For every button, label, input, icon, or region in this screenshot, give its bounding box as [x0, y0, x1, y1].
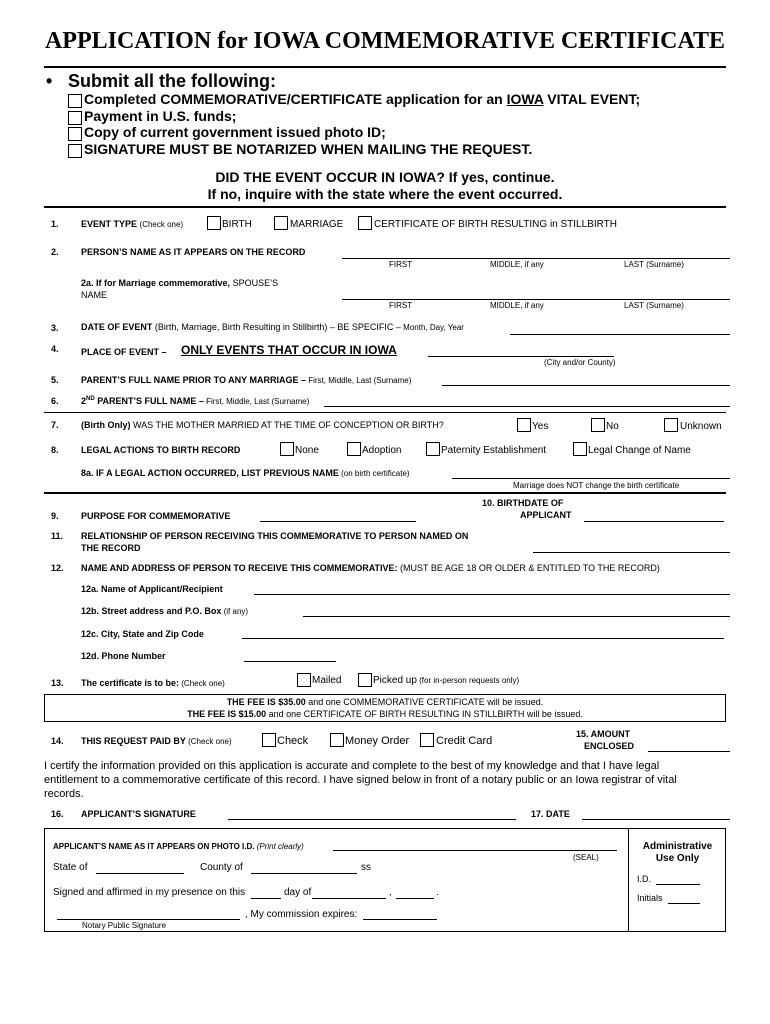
- person-last-caption: LAST (Surname): [624, 260, 684, 269]
- paid-by-label: THIS REQUEST PAID BY (Check one): [81, 736, 232, 746]
- spouse-middle-caption: MIDDLE, if any: [490, 301, 544, 310]
- date-of-event-field[interactable]: [510, 334, 730, 335]
- seal-label: (SEAL): [573, 853, 599, 862]
- delivery-mailed-label: Mailed: [312, 675, 342, 686]
- place-of-event-label: PLACE OF EVENT –: [81, 347, 167, 357]
- applicant-signature-field[interactable]: [228, 819, 516, 820]
- spouse-first-caption: FIRST: [389, 301, 413, 310]
- relationship-label-line1: RELATIONSHIP OF PERSON RECEIVING THIS COMMEMORATIVE TO PERSON NAMED ON: [81, 531, 469, 541]
- delivery-pickup-label: Picked up (for in-person requests only): [373, 675, 520, 686]
- date-label: 17. DATE: [531, 809, 570, 819]
- item-1-number: 1.: [51, 219, 59, 229]
- spouse-last-caption: LAST (Surname): [624, 301, 684, 310]
- place-of-event-emphasis: ONLY EVENTS THAT OCCUR IN IOWA: [181, 343, 397, 357]
- event-type-label: EVENT TYPE (Check one): [81, 219, 184, 229]
- item-11-number: 11.: [51, 531, 64, 541]
- submit-checkbox-notarized[interactable]: [68, 144, 82, 158]
- item-16-number: 16.: [51, 809, 64, 819]
- mother-married-unknown-checkbox[interactable]: [664, 418, 678, 432]
- title-rule: [44, 66, 726, 68]
- signed-day-field[interactable]: [251, 898, 281, 899]
- delivery-pickup-checkbox[interactable]: [358, 673, 372, 687]
- mother-married-label: (Birth Only) WAS THE MOTHER MARRIED AT THE TIME OF CONCEPTION OR BIRTH?: [81, 420, 444, 430]
- spouse-name-label-line2: NAME: [81, 290, 108, 300]
- legal-adoption-checkbox[interactable]: [347, 442, 361, 456]
- city-county-caption: (City and/or County): [544, 358, 616, 367]
- marriage-note: Marriage does NOT change the birth certificate: [513, 481, 680, 490]
- item-7-number: 7.: [51, 420, 59, 430]
- city-state-zip-label: 12c. City, State and Zip Code: [81, 629, 204, 639]
- mother-married-unknown-label: Unknown: [680, 421, 722, 432]
- item-4-number: 4.: [51, 344, 59, 354]
- admin-title-line1: Administrative: [642, 841, 713, 852]
- submit-checkbox-photo-id[interactable]: [68, 127, 82, 141]
- street-address-field[interactable]: [303, 616, 730, 617]
- event-type-marriage-label: MARRIAGE: [290, 219, 344, 230]
- item-8-number: 8.: [51, 445, 59, 455]
- fee-line-stillbirth: THE FEE IS $15.00 and one CERTIFICATE OF BIRTH RESULTING IN STILLBIRTH will be issued.: [187, 709, 583, 719]
- notary-signature-field[interactable]: [57, 919, 240, 920]
- previous-name-field[interactable]: [452, 478, 730, 479]
- amount-field[interactable]: [648, 751, 730, 752]
- admin-initials-field[interactable]: [668, 903, 700, 904]
- iowa-underline: IOWA: [506, 91, 544, 107]
- paid-check-label: Check: [277, 735, 309, 747]
- legal-name-change-checkbox[interactable]: [573, 442, 587, 456]
- phone-field[interactable]: [244, 661, 336, 662]
- person-name-field[interactable]: [342, 258, 730, 259]
- item-14-number: 14.: [51, 736, 64, 746]
- section-rule-top: [44, 206, 726, 208]
- state-of-label: State of: [53, 862, 88, 873]
- question-line1: DID THE EVENT OCCUR IN IOWA? If yes, continue.: [215, 169, 555, 185]
- person-middle-caption: MIDDLE, if any: [490, 260, 544, 269]
- divider-before-7: [44, 412, 726, 413]
- spouse-name-label: 2a. If for Marriage commemorative, SPOUSE’S: [81, 278, 279, 288]
- item-5-number: 5.: [51, 375, 59, 385]
- signed-comma: ,: [389, 887, 392, 898]
- admin-initials-label: Initials: [637, 893, 663, 903]
- recipient-section-label: NAME AND ADDRESS OF PERSON TO RECEIVE THIS COMMEMORATIVE: (MUST BE AGE 18 OR OLDER & ENTITLED TO THE RECORD): [81, 563, 660, 573]
- recipient-name-label: 12a. Name of Applicant/Recipient: [81, 584, 223, 594]
- photo-id-name-label: APPLICANT’S NAME AS IT APPEARS ON PHOTO I.D. (Print clearly): [53, 842, 304, 851]
- paid-credit-card-label: Credit Card: [436, 735, 493, 747]
- divider-before-9: [44, 492, 726, 494]
- relationship-label-line2: THE RECORD: [81, 543, 141, 553]
- parent1-name-field[interactable]: [442, 385, 730, 386]
- person-first-caption: FIRST: [389, 260, 413, 269]
- legal-name-change-label: Legal Change of Name: [588, 445, 691, 456]
- question-line2: If no, inquire with the state where the event occurred.: [207, 186, 563, 202]
- birthdate-label-line1: 10. BIRTHDATE OF: [482, 498, 564, 508]
- purpose-label: PURPOSE FOR COMMEMORATIVE: [81, 511, 231, 521]
- birthdate-field[interactable]: [584, 521, 724, 522]
- event-type-birth-checkbox[interactable]: [207, 216, 221, 230]
- date-of-event-label: DATE OF EVENT (Birth, Marriage, Birth Resulting in Stillbirth) – BE SPECIFIC – Month, Day, Year: [81, 322, 464, 332]
- certify-line-3: records.: [44, 788, 84, 800]
- legal-paternity-checkbox[interactable]: [426, 442, 440, 456]
- notary-signature-caption: Notary Public Signature: [82, 921, 167, 930]
- legal-actions-label: LEGAL ACTIONS TO BIRTH RECORD: [81, 445, 241, 455]
- date-field[interactable]: [582, 819, 730, 820]
- event-type-birth-label: BIRTH: [222, 219, 252, 230]
- parent1-name-label: PARENT’S FULL NAME PRIOR TO ANY MARRIAGE – First, Middle, Last (Surname): [81, 375, 412, 385]
- spouse-name-field[interactable]: [342, 299, 730, 300]
- person-name-label: PERSON’S NAME AS IT APPEARS ON THE RECORD: [81, 247, 306, 257]
- parent2-name-field[interactable]: [324, 406, 730, 407]
- signed-year-field[interactable]: [396, 898, 434, 899]
- event-type-stillbirth-label: CERTIFICATE OF BIRTH RESULTING in STILLBIRTH: [374, 219, 618, 230]
- place-of-event-field[interactable]: [428, 356, 614, 357]
- paid-money-order-label: Money Order: [345, 735, 410, 747]
- signed-period: .: [436, 887, 439, 898]
- commission-expires-label: , My commission expires:: [245, 909, 358, 920]
- signed-month-field[interactable]: [312, 898, 386, 899]
- birthdate-label-line2: APPLICANT: [520, 510, 572, 520]
- paid-money-order-checkbox[interactable]: [330, 733, 344, 747]
- certify-line-1: I certify the information provided on this application is accurate and complete to the best of my knowledge and that I have legal: [44, 760, 660, 772]
- submit-checkbox-payment[interactable]: [68, 111, 82, 125]
- purpose-field[interactable]: [260, 521, 416, 522]
- fee-line-commemorative: THE FEE IS $35.00 and one COMMEMORATIVE CERTIFICATE will be issued.: [226, 697, 544, 707]
- commission-expires-field[interactable]: [363, 919, 437, 920]
- mother-married-yes-checkbox[interactable]: [517, 418, 531, 432]
- ss-label: ss: [361, 862, 371, 873]
- mother-married-no-label: No: [606, 421, 619, 432]
- item-12-number: 12.: [51, 563, 64, 573]
- city-state-zip-field[interactable]: [242, 638, 724, 639]
- item-9-number: 9.: [51, 511, 59, 521]
- amount-label-line1: 15. AMOUNT: [576, 729, 631, 739]
- parent2-name-label: 2ND PARENT’S FULL NAME – First, Middle, Last (Surname): [81, 396, 310, 406]
- legal-none-checkbox[interactable]: [280, 442, 294, 456]
- phone-label: 12d. Phone Number: [81, 651, 166, 661]
- submit-item-notarized: SIGNATURE MUST BE NOTARIZED WHEN MAILING THE REQUEST.: [84, 141, 533, 157]
- county-of-field[interactable]: [251, 873, 357, 874]
- county-of-label: County of: [200, 862, 243, 873]
- item-3-number: 3.: [51, 323, 59, 333]
- amount-label-line2: ENCLOSED: [584, 741, 635, 751]
- admin-title-line2: Use Only: [655, 853, 700, 864]
- day-of-label: day of: [284, 887, 312, 898]
- state-of-field[interactable]: [96, 873, 184, 874]
- relationship-field[interactable]: [533, 552, 730, 553]
- paid-credit-card-checkbox[interactable]: [420, 733, 434, 747]
- legal-none-label: None: [295, 445, 319, 456]
- certify-line-2: entitlement to a commemorative certificate of this record. I have signed below in front of a notary public or an Iowa registrar of vital: [44, 774, 677, 786]
- page-title: APPLICATION for IOWA COMMEMORATIVE CERTIFICATE: [44, 28, 726, 54]
- delivery-label: The certificate is to be: (Check one): [81, 678, 225, 688]
- submit-bullet: •: [46, 71, 53, 91]
- mother-married-yes-label: Yes: [532, 421, 549, 432]
- signed-affirmed-label: Signed and affirmed in my presence on this: [53, 887, 246, 898]
- delivery-mailed-checkbox[interactable]: [297, 673, 311, 687]
- submit-heading: Submit all the following:: [68, 71, 276, 91]
- item-2-number: 2.: [51, 247, 59, 257]
- event-type-marriage-checkbox[interactable]: [274, 216, 288, 230]
- item-13-number: 13.: [51, 678, 64, 688]
- mother-married-no-checkbox[interactable]: [591, 418, 605, 432]
- admin-id-label: I.D.: [637, 874, 652, 884]
- admin-id-field[interactable]: [656, 884, 700, 885]
- previous-name-label: 8a. IF A LEGAL ACTION OCCURRED, LIST PREVIOUS NAME (on birth certificate): [81, 468, 410, 478]
- event-type-stillbirth-checkbox[interactable]: [358, 216, 372, 230]
- recipient-name-field[interactable]: [254, 594, 730, 595]
- item-6-number: 6.: [51, 396, 59, 406]
- submit-checkbox-application[interactable]: [68, 94, 82, 108]
- submit-item-photo-id: Copy of current government issued photo ID;: [84, 124, 386, 140]
- street-address-label: 12b. Street address and P.O. Box (if any): [81, 606, 249, 616]
- legal-paternity-label: Paternity Establishment: [441, 445, 547, 456]
- paid-check-checkbox[interactable]: [262, 733, 276, 747]
- legal-adoption-label: Adoption: [362, 445, 402, 456]
- applicant-signature-label: APPLICANT’S SIGNATURE: [81, 809, 196, 819]
- submit-item-payment: Payment in U.S. funds;: [84, 108, 237, 124]
- submit-item-application: Completed COMMEMORATIVE/CERTIFICATE application for an IOWA VITAL EVENT;: [84, 91, 641, 107]
- photo-id-name-field[interactable]: [333, 850, 617, 851]
